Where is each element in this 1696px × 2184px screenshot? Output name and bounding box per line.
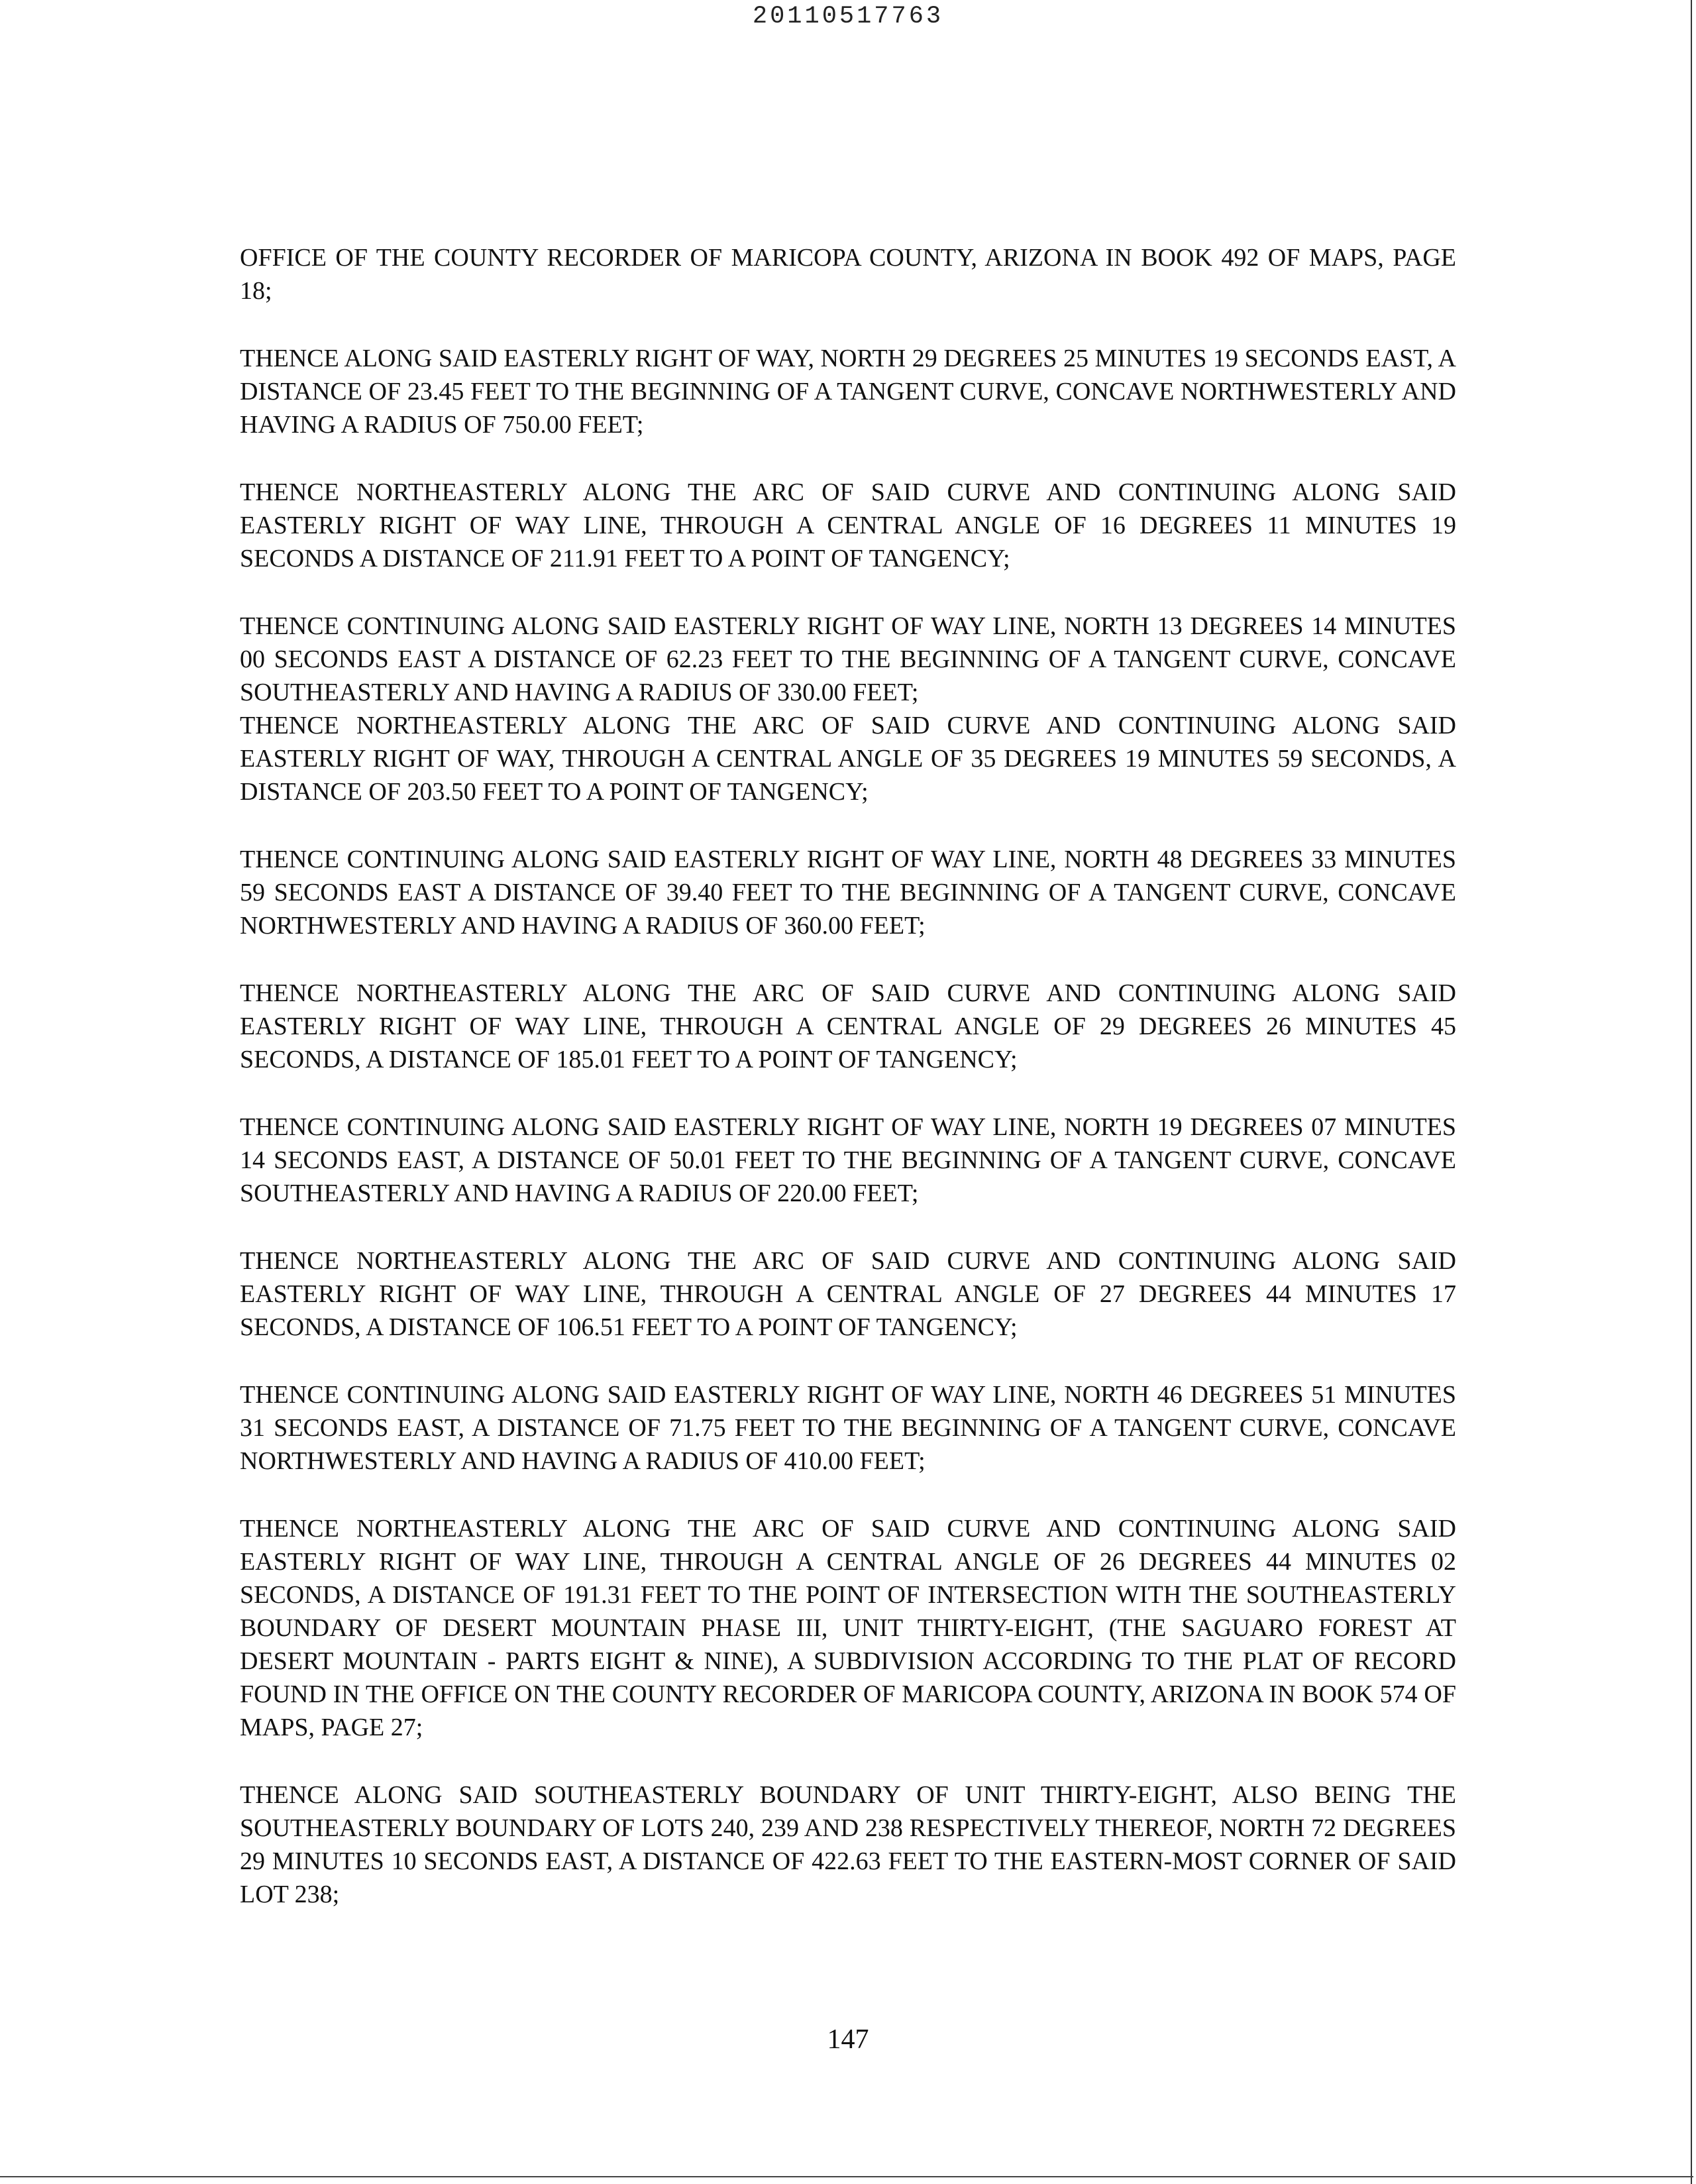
- paragraph-1: OFFICE OF THE COUNTY RECORDER OF MARICOPA COUNTY, ARIZONA IN BOOK 492 OF MAPS, PAGE 18;: [240, 244, 1456, 305]
- paragraph-4: THENCE CONTINUING ALONG SAID EASTERLY RIGHT OF WAY LINE, NORTH 13 DEGREES 14 MINUTES 00 SECONDS EAST A DISTANCE OF 62.23 FEET TO THE BEGINNING OF A TANGENT CURVE, CONCAVE SOUTHEASTERLY AND HAVING A RADIUS OF 330.00 FEET;: [240, 612, 1456, 706]
- paragraph-12: THENCE ALONG SAID SOUTHEASTERLY BOUNDARY OF UNIT THIRTY-EIGHT, ALSO BEING THE SOUTHEASTERLY BOUNDARY OF LOTS 240, 239 AND 238 RESPECTIVELY THEREOF, NORTH 72 DEGREES 29 MINUTES 10 SECONDS EAST, A DISTANCE OF 422.63 FEET TO THE EASTERN-MOST CORNER OF SAID LOT 238;: [240, 1781, 1456, 1908]
- paragraph-3: THENCE NORTHEASTERLY ALONG THE ARC OF SAID CURVE AND CONTINUING ALONG SAID EASTERLY RIGHT OF WAY LINE, THROUGH A CENTRAL ANGLE OF 16 DEGREES 11 MINUTES 19 SECONDS A DISTANCE OF 211.91 FEET TO A POINT OF TANGENCY;: [240, 478, 1456, 573]
- paragraph-10: THENCE CONTINUING ALONG SAID EASTERLY RIGHT OF WAY LINE, NORTH 46 DEGREES 51 MINUTES 31 SECONDS EAST, A DISTANCE OF 71.75 FEET TO THE BEGINNING OF A TANGENT CURVE, CONCAVE NORTHWESTERLY AND HAVING A RADIUS OF 410.00 FEET;: [240, 1381, 1456, 1475]
- paragraph-11: THENCE NORTHEASTERLY ALONG THE ARC OF SAID CURVE AND CONTINUING ALONG SAID EASTERLY RIGHT OF WAY LINE, THROUGH A CENTRAL ANGLE OF 26 DEGREES 44 MINUTES 02 SECONDS, A DISTANCE OF 191.31 FEET TO THE POINT OF INTERSECTION WITH THE SOUTHEASTERLY BOUNDARY OF DESERT MOUNTAIN PHASE III, UNIT THIRTY-EIGHT, (THE SAGUARO FOREST AT DESERT MOUNTAIN - PARTS EIGHT & NINE), A SUBDIVISION ACCORDING TO THE PLAT OF RECORD FOUND IN THE OFFICE ON THE COUNTY RECORDER OF MARICOPA COUNTY, ARIZONA IN BOOK 574 OF MAPS, PAGE 27;: [240, 1515, 1456, 1741]
- legal-description-body: [240, 241, 1456, 1945]
- page-right-border: [1691, 0, 1692, 2184]
- paragraph-6: THENCE CONTINUING ALONG SAID EASTERLY RIGHT OF WAY LINE, NORTH 48 DEGREES 33 MINUTES 59 SECONDS EAST A DISTANCE OF 39.40 FEET TO THE BEGINNING OF A TANGENT CURVE, CONCAVE NORTHWESTERLY AND HAVING A RADIUS OF 360.00 FEET;: [240, 846, 1456, 940]
- page-number: 147: [827, 2024, 869, 2055]
- paragraph-9: THENCE NORTHEASTERLY ALONG THE ARC OF SAID CURVE AND CONTINUING ALONG SAID EASTERLY RIGHT OF WAY LINE, THROUGH A CENTRAL ANGLE OF 27 DEGREES 44 MINUTES 17 SECONDS, A DISTANCE OF 106.51 FEET TO A POINT OF TANGENCY;: [240, 1247, 1456, 1341]
- recording-number: 20110517763: [752, 3, 944, 30]
- paragraph-8: THENCE CONTINUING ALONG SAID EASTERLY RIGHT OF WAY LINE, NORTH 19 DEGREES 07 MINUTES 14 SECONDS EAST, A DISTANCE OF 50.01 FEET TO THE BEGINNING OF A TANGENT CURVE, CONCAVE SOUTHEASTERLY AND HAVING A RADIUS OF 220.00 FEET;: [240, 1113, 1456, 1207]
- paragraph-2: THENCE ALONG SAID EASTERLY RIGHT OF WAY, NORTH 29 DEGREES 25 MINUTES 19 SECONDS EAST, A DISTANCE OF 23.45 FEET TO THE BEGINNING OF A TANGENT CURVE, CONCAVE NORTHWESTERLY AND HAVING A RADIUS OF 750.00 FEET;: [240, 345, 1456, 439]
- page-bottom-border: [0, 2176, 1693, 2177]
- paragraph-7: THENCE NORTHEASTERLY ALONG THE ARC OF SAID CURVE AND CONTINUING ALONG SAID EASTERLY RIGHT OF WAY LINE, THROUGH A CENTRAL ANGLE OF 29 DEGREES 26 MINUTES 45 SECONDS, A DISTANCE OF 185.01 FEET TO A POINT OF TANGENCY;: [240, 979, 1456, 1073]
- paragraph-5: THENCE NORTHEASTERLY ALONG THE ARC OF SAID CURVE AND CONTINUING ALONG SAID EASTERLY RIGHT OF WAY, THROUGH A CENTRAL ANGLE OF 35 DEGREES 19 MINUTES 59 SECONDS, A DISTANCE OF 203.50 FEET TO A POINT OF TANGENCY;: [240, 712, 1456, 806]
